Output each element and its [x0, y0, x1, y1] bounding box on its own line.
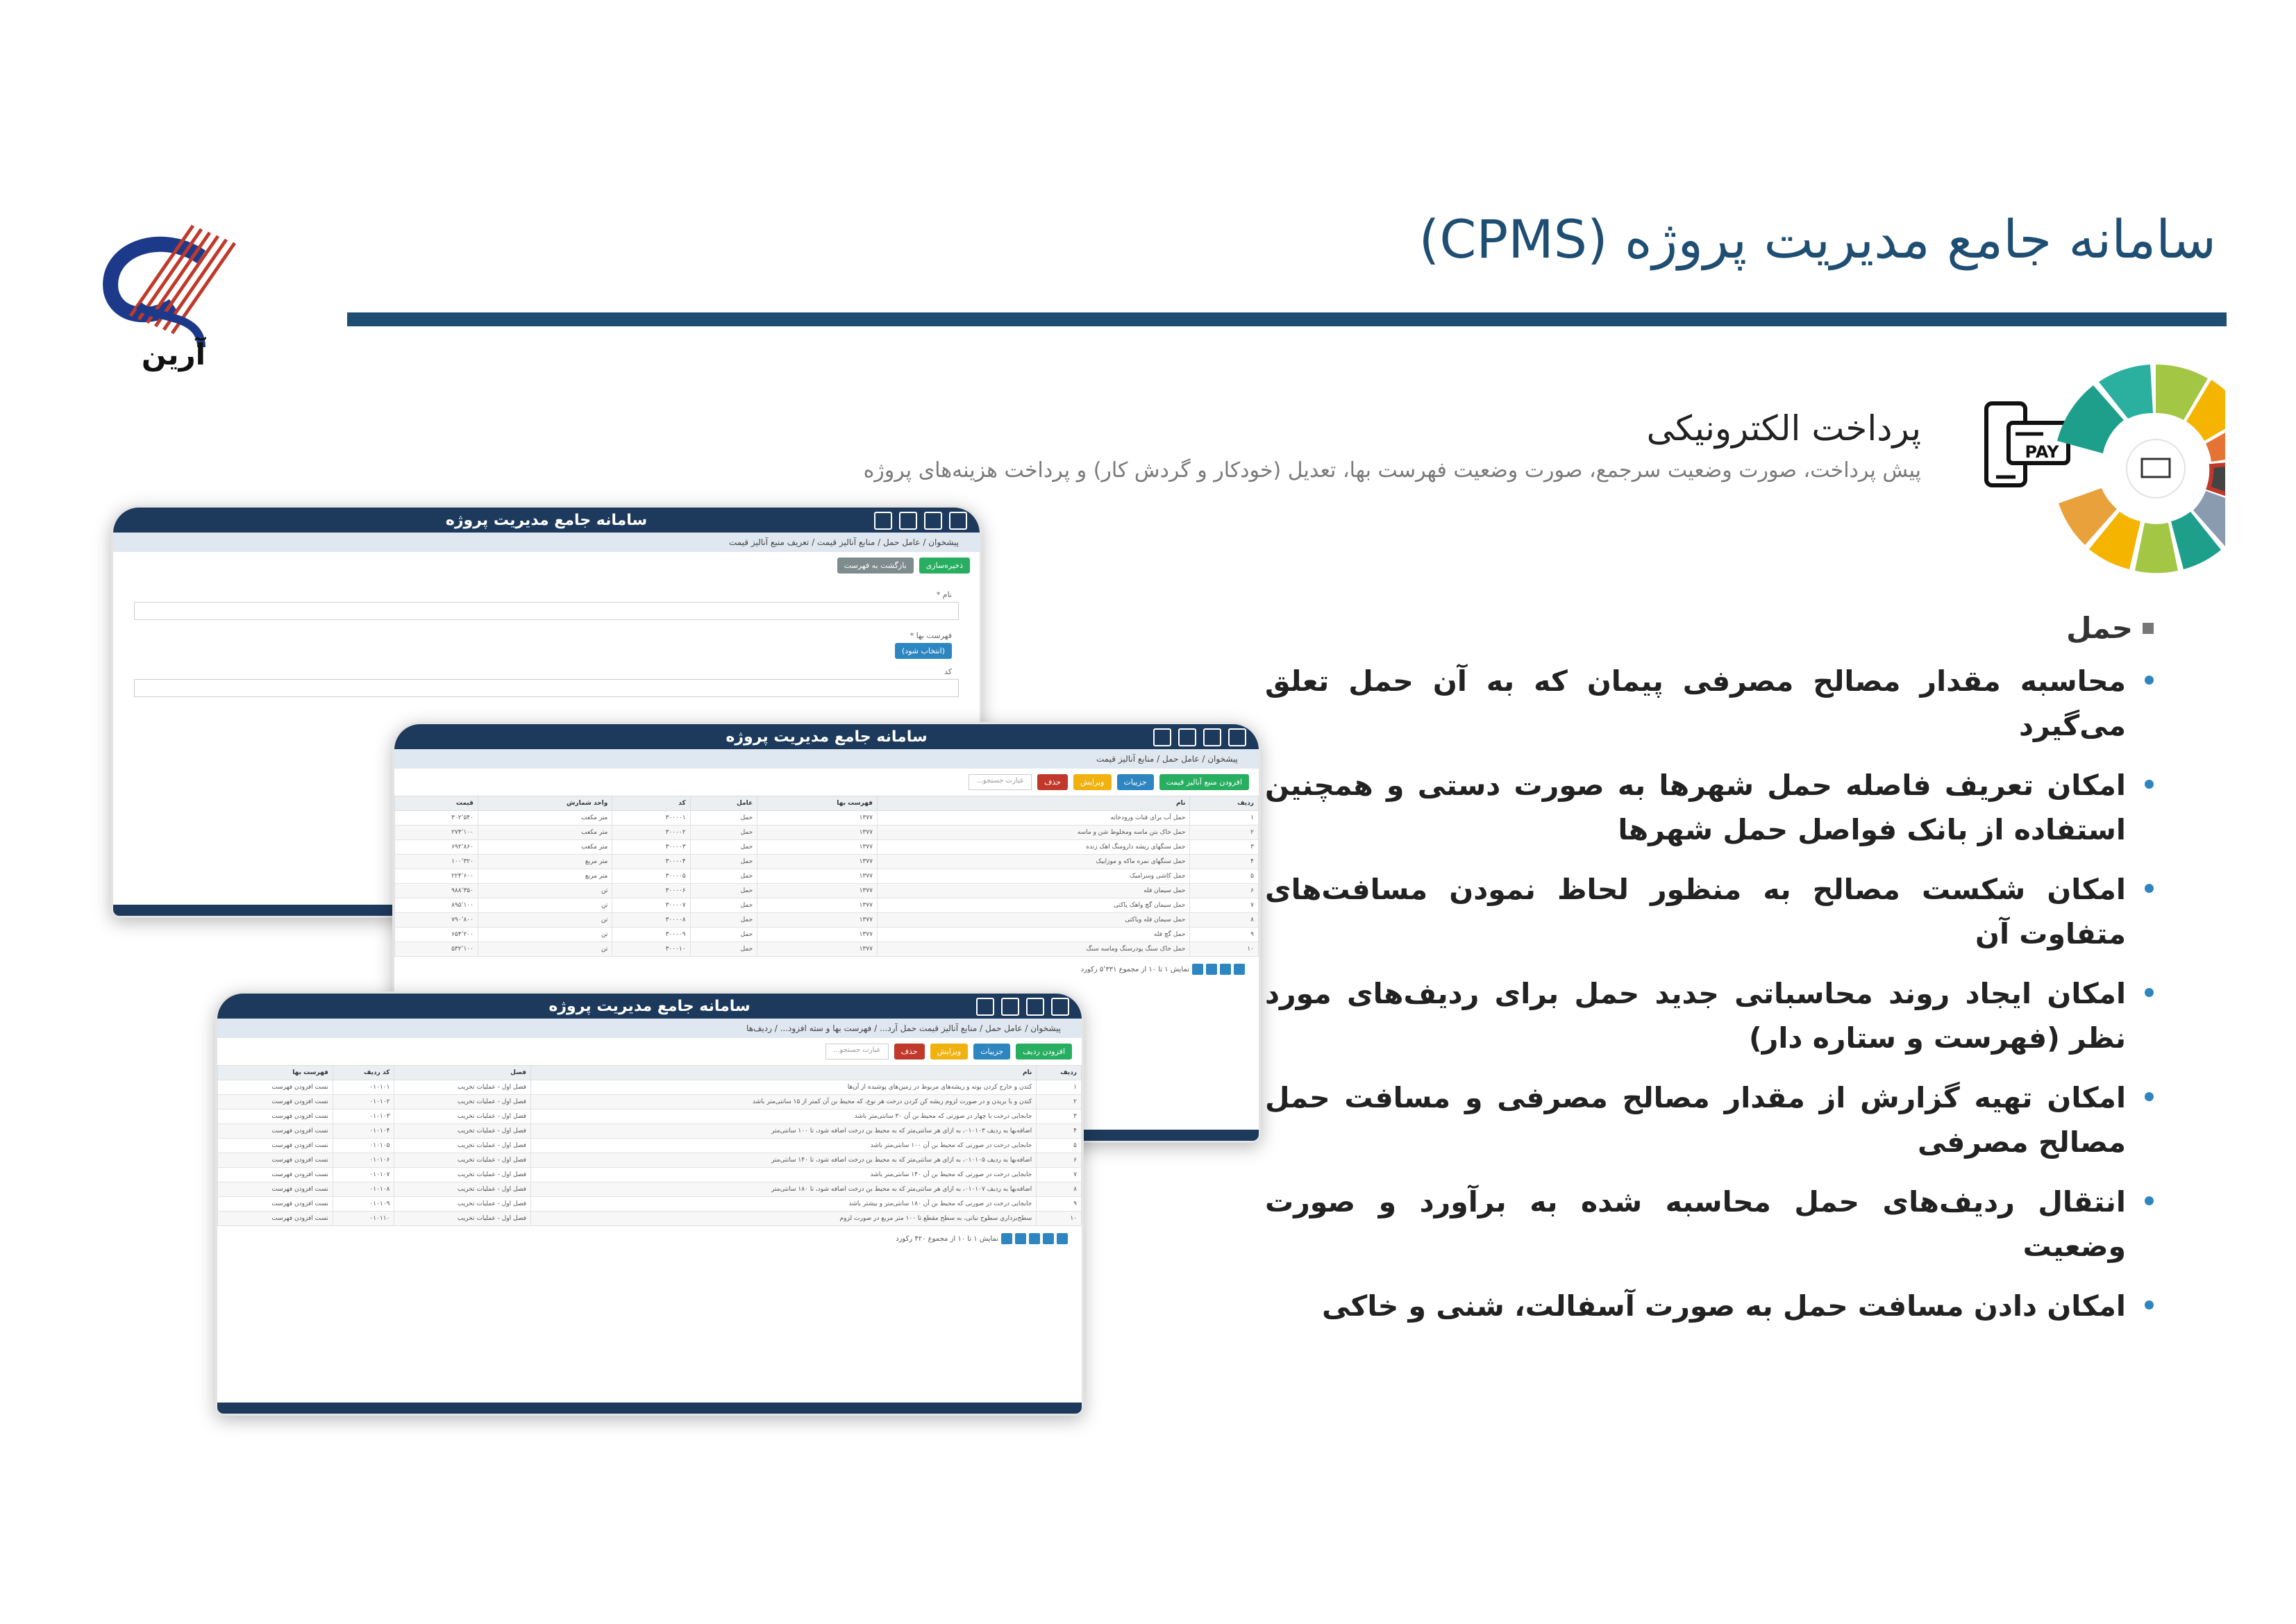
table-cell: نست افزودن فهرست: [218, 1153, 333, 1168]
table-cell: ۳۰۰۰۰۹: [612, 928, 690, 942]
search-input[interactable]: عبارت جستجو...: [969, 774, 1032, 790]
table-cell: ۷: [1037, 1168, 1082, 1182]
column-header[interactable]: ردیف: [1037, 1066, 1082, 1080]
rows-table: [217, 1065, 1082, 1226]
table-cell: ۶: [1190, 884, 1259, 898]
name-input[interactable]: [134, 602, 959, 620]
column-header[interactable]: فصل: [394, 1066, 531, 1080]
logo-text: آرین: [141, 337, 206, 371]
table-cell: جابجایی درخت در صورتی که محیط بن آن ۱۸۰ سانتی‌متر و بیشتر باشد: [530, 1197, 1036, 1212]
bullet-dot-icon: [2145, 1196, 2154, 1205]
menu-icon[interactable]: [1228, 728, 1246, 746]
app-title-bar: [217, 994, 1082, 1019]
back-to-list-button[interactable]: بازگشت به فهرست: [837, 558, 914, 574]
bullet-dot-icon: [2145, 988, 2154, 997]
table-row[interactable]: [218, 1168, 1082, 1182]
form-toolbar: [113, 552, 980, 579]
table-cell: ۱: [1037, 1080, 1082, 1095]
table-cell: متر مربع: [478, 869, 612, 884]
table-row[interactable]: [395, 884, 1259, 898]
topic-heading: [1265, 611, 2154, 645]
table-row[interactable]: [395, 855, 1259, 869]
table-cell: حمل سیمان فله ویاکتی: [877, 913, 1189, 928]
bullet-item: امکان تعریف فاصله حمل شهرها به صورت دستی و همچنین استفاده از بانک فواصل حمل شهرها: [1265, 763, 2154, 852]
table-cell: ۱۳۷۷: [757, 898, 878, 913]
table-cell: تن: [478, 913, 612, 928]
table-cell: متر مکعب: [478, 840, 612, 855]
module-wheel-icon: [2038, 351, 2225, 587]
column-header[interactable]: کد ردیف: [333, 1066, 394, 1080]
bullet-item: امکان شکست مصالح به منظور لحاظ نمودن مسافت‌های متفاوت آن: [1265, 867, 2154, 956]
table-cell: کندن و خارج کردن بوته و ریشه‌های مربوط در زمین‌های پوشیده از آن‌ها: [530, 1080, 1036, 1095]
table-cell: حمل سنگهای ریشه دارومنگ اهک زنده: [877, 840, 1189, 855]
bullet-item: امکان ایجاد روند محاسباتی جدید حمل برای ردیف‌های مورد نظر (فهرست و ستاره دار): [1265, 971, 2154, 1060]
table-cell: جابجایی درخت با چهار در صورتی که محیط بن آن ۳۰ سانتی‌متر باشد: [530, 1110, 1036, 1124]
list-toolbar: [394, 769, 1259, 796]
table-cell: ۳۰۰۰۰۷: [612, 898, 690, 913]
table-cell: ۳۰۰۰۰۵: [612, 869, 690, 884]
table-row[interactable]: [395, 840, 1259, 855]
page-button[interactable]: [1057, 1233, 1068, 1244]
table-cell: نست افزودن فهرست: [218, 1212, 333, 1226]
search-input[interactable]: عبارت جستجو...: [826, 1044, 889, 1060]
price-list-label: فهرست بها *: [910, 631, 952, 640]
company-logo: [97, 215, 250, 375]
image-icon[interactable]: [899, 512, 917, 530]
table-cell: فصل اول - عملیات تخریب: [394, 1168, 531, 1182]
table-cell: ۱۳۷۷: [757, 811, 878, 826]
bullet-item: انتقال ردیف‌های حمل محاسبه شده به برآورد و صورت وضعیت: [1265, 1180, 2154, 1269]
table-cell: ۹۸۸٬۳۵۰: [395, 884, 478, 898]
table-cell: ۱۳۷۷: [757, 869, 878, 884]
column-header[interactable]: ردیف: [1190, 796, 1259, 811]
column-header[interactable]: فهرست بها: [218, 1066, 333, 1080]
table-cell: ۳۰۰۰۰۱: [612, 811, 690, 826]
table-cell: ۲: [1190, 826, 1259, 840]
bullet-item: امکان تهیه گزارش از مقدار مصالح مصرفی و مسافت حمل مصالح مصرفی: [1265, 1075, 2154, 1164]
table-cell: فصل اول - عملیات تخریب: [394, 1182, 531, 1197]
table-cell: فصل اول - عملیات تخریب: [394, 1124, 531, 1139]
page-button[interactable]: [1001, 1233, 1012, 1244]
table-cell: تن: [478, 942, 612, 957]
delete-button[interactable]: حذف: [1037, 774, 1068, 790]
pagination: [394, 957, 1259, 982]
table-row[interactable]: [218, 1197, 1082, 1212]
table-cell: اضافه‌بها به ردیف ۰۱۰۱۰۵، به ازای هر سانتی‌متر که به محیط بن درخت اضافه شود، تا ۱۴۰ سانتی‌متر: [530, 1153, 1036, 1168]
table-cell: ۳۰۰۰۰۲: [612, 826, 690, 840]
table-cell: نست افزودن فهرست: [218, 1110, 333, 1124]
bullet-list: [1265, 659, 2154, 1328]
column-header[interactable]: واحد شمارش: [478, 796, 612, 811]
page-title: سامانه جامع مدیریت پروژه (CPMS): [1418, 208, 2216, 270]
record-count: نمایش ۱ تا ۱۰ از مجموع ۵٬۳۳۱ رکورد: [1080, 965, 1189, 973]
table-cell: ۶۹۲٬۸۶۰: [395, 840, 478, 855]
resource-table: [394, 796, 1259, 957]
app-title-bar: [113, 508, 980, 533]
table-cell: ۰۱۰۱۰۸: [333, 1182, 394, 1197]
table-cell: ۳۰۰۰۰۸: [612, 913, 690, 928]
details-button[interactable]: جزییات: [973, 1044, 1010, 1060]
bullet-item: امکان دادن مسافت حمل به صورت آسفالت، شنی و خاکی: [1265, 1284, 2154, 1328]
table-cell: ۰۱۰۱۰۶: [333, 1153, 394, 1168]
app-title: سامانه جامع مدیریت پروژه: [548, 997, 751, 1015]
table-cell: ۲: [1037, 1095, 1082, 1110]
table-cell: ۱۰: [1190, 942, 1259, 957]
table-cell: حمل خاک بتن ماسه ومخلوط شن و ماسه: [877, 826, 1189, 840]
details-button[interactable]: جزییات: [1117, 774, 1154, 790]
save-button[interactable]: ذخیره‌سازی: [919, 558, 970, 574]
table-row[interactable]: [395, 811, 1259, 826]
table-cell: حمل آب برای قنات ورودخانه: [877, 811, 1189, 826]
table-cell: حمل: [690, 884, 757, 898]
table-cell: حمل سنگهای نمره ماکه و موزاییک: [877, 855, 1189, 869]
table-cell: ۳: [1037, 1110, 1082, 1124]
table-cell: ۸: [1037, 1182, 1082, 1197]
table-cell: فصل اول - عملیات تخریب: [394, 1212, 531, 1226]
bullet-dot-icon: [2145, 676, 2154, 685]
table-cell: ۰۱۰۱۰۴: [333, 1124, 394, 1139]
table-cell: تن: [478, 884, 612, 898]
table-cell: حمل: [690, 840, 757, 855]
table-cell: تن: [478, 898, 612, 913]
page-button[interactable]: [1015, 1233, 1026, 1244]
list-toolbar: [217, 1038, 1082, 1065]
table-cell: ۱۰: [1037, 1212, 1082, 1226]
table-cell: ۷۹۰٬۸۰۰: [395, 913, 478, 928]
table-cell: ۱۳۷۷: [757, 855, 878, 869]
table-cell: ۳۰۰۰۰۳: [612, 840, 690, 855]
table-cell: ۹: [1190, 928, 1259, 942]
table-cell: ۳۰۰۰۱۰: [612, 942, 690, 957]
print-icon[interactable]: [976, 998, 994, 1016]
table-cell: ۵: [1037, 1139, 1082, 1153]
table-cell: فصل اول - عملیات تخریب: [394, 1110, 531, 1124]
breadcrumb: پیشخوان / عامل حمل / منابع آنالیز قیمت: [394, 749, 1259, 769]
table-cell: نست افزودن فهرست: [218, 1080, 333, 1095]
table-cell: متر مربع: [478, 855, 612, 869]
table-cell: فصل اول - عملیات تخریب: [394, 1139, 531, 1153]
section-title: پرداخت الکترونیکی: [1646, 408, 1921, 449]
pay-label: PAY: [2025, 442, 2059, 462]
bullet-dot-icon: [2145, 1092, 2154, 1101]
table-cell: نست افزودن فهرست: [218, 1197, 333, 1212]
table-cell: ۱: [1190, 811, 1259, 826]
column-header[interactable]: کد: [612, 796, 690, 811]
table-cell: اضافه‌بها به ردیف ۰۱۰۱۰۷، به ازای هر سانتی‌متر که به محیط بن درخت اضافه شود، تا ۱۸۰ سانتی‌متر: [530, 1182, 1036, 1197]
table-cell: جابجایی درخت در صورتی که محیط بن آن ۱۰۰ سانتی‌متر باشد: [530, 1139, 1036, 1153]
column-header[interactable]: فهرست بها: [757, 796, 878, 811]
app-screenshot-rows-list: [215, 991, 1084, 1416]
table-cell: ۳۰۲٬۵۴۰: [395, 811, 478, 826]
table-row[interactable]: [218, 1212, 1082, 1226]
table-cell: متر مکعب: [478, 826, 612, 840]
menu-icon[interactable]: [949, 512, 967, 530]
table-cell: ۱۰۰٬۳۲۰: [395, 855, 478, 869]
table-row[interactable]: [395, 913, 1259, 928]
table-cell: ۱۳۷۷: [757, 928, 878, 942]
app-title: سامانه جامع مدیریت پروژه: [726, 728, 928, 746]
table-cell: حمل سیمان گچ واهک پاکتی: [877, 898, 1189, 913]
app-title-bar: [394, 724, 1259, 749]
delete-button[interactable]: حذف: [894, 1044, 925, 1060]
table-cell: ۲۷۴٬۱۰۰: [395, 826, 478, 840]
square-bullet-icon: [2143, 623, 2154, 634]
table-row[interactable]: [218, 1080, 1082, 1095]
table-cell: ۱۳۷۷: [757, 826, 878, 840]
edit-button[interactable]: ویرایش: [1073, 774, 1112, 790]
table-cell: حمل: [690, 942, 757, 957]
table-cell: ۰۱۰۱۰۱: [333, 1080, 394, 1095]
add-row-button[interactable]: افزودن ردیف: [1016, 1044, 1072, 1060]
table-row[interactable]: [395, 869, 1259, 884]
table-cell: ۰۱۰۱۰۷: [333, 1168, 394, 1182]
table-row[interactable]: [218, 1110, 1082, 1124]
bullet-dot-icon: [2145, 884, 2154, 893]
image-icon[interactable]: [1001, 998, 1019, 1016]
page-button[interactable]: [1220, 964, 1231, 975]
table-cell: تن: [478, 928, 612, 942]
table-cell: ۶: [1037, 1153, 1082, 1168]
title-divider: [347, 312, 2227, 326]
table-row[interactable]: [218, 1139, 1082, 1153]
table-cell: فصل اول - عملیات تخریب: [394, 1197, 531, 1212]
table-row[interactable]: [218, 1095, 1082, 1110]
table-cell: ۷: [1190, 898, 1259, 913]
table-cell: ۰۱۰۱۰۳: [333, 1110, 394, 1124]
table-cell: ۱۳۷۷: [757, 942, 878, 957]
edit-button[interactable]: ویرایش: [930, 1044, 969, 1060]
column-header[interactable]: نام: [530, 1066, 1036, 1080]
table-cell: نست افزودن فهرست: [218, 1182, 333, 1197]
table-row[interactable]: [395, 942, 1259, 957]
table-cell: ۶۵۴٬۲۰۰: [395, 928, 478, 942]
breadcrumb: پیشخوان / عامل حمل / منابع آنالیز قیمت حمل آرد... / فهرست بها و سته افزود... / ردیف‌ها: [217, 1019, 1082, 1038]
page-button[interactable]: [1029, 1233, 1040, 1244]
column-header[interactable]: قیمت: [395, 796, 478, 811]
table-cell: ۱۳۷۷: [757, 913, 878, 928]
table-cell: حمل: [690, 869, 757, 884]
table-cell: حمل: [690, 855, 757, 869]
table-cell: ۵: [1190, 869, 1259, 884]
bullet-dot-icon: [2145, 780, 2154, 789]
table-cell: ۵۳۲٬۱۰۰: [395, 942, 478, 957]
table-row[interactable]: [395, 826, 1259, 840]
table-cell: ۰۱۰۱۰۵: [333, 1139, 394, 1153]
table-cell: جابجایی درخت در صورتی که محیط بن آن ۱۴۰ سانتی‌متر باشد: [530, 1168, 1036, 1182]
table-row[interactable]: [395, 898, 1259, 913]
table-cell: نست افزودن فهرست: [218, 1168, 333, 1182]
table-cell: ۱۳۷۷: [757, 884, 878, 898]
sitemap-icon[interactable]: [924, 512, 942, 530]
app-title: سامانه جامع مدیریت پروژه: [445, 511, 648, 529]
code-label: کد: [944, 667, 952, 676]
table-cell: ۰۱۰۱۰۹: [333, 1197, 394, 1212]
column-header[interactable]: عامل: [690, 796, 757, 811]
table-row[interactable]: [218, 1124, 1082, 1139]
table-cell: حمل: [690, 913, 757, 928]
page-button[interactable]: [1234, 964, 1245, 975]
image-icon[interactable]: [1178, 728, 1196, 746]
name-label: نام *: [936, 590, 952, 599]
table-row[interactable]: [218, 1182, 1082, 1197]
table-cell: حمل: [690, 928, 757, 942]
topic-label: حمل: [2066, 611, 2133, 645]
bullet-item: محاسبه مقدار مصالح مصرفی پیمان که به آن حمل تعلق می‌گیرد: [1265, 659, 2154, 748]
table-cell: حمل: [690, 826, 757, 840]
table-row[interactable]: [395, 928, 1259, 942]
table-cell: ۱۳۷۷: [757, 840, 878, 855]
table-cell: ۸۹۵٬۱۰۰: [395, 898, 478, 913]
page-button[interactable]: [1192, 964, 1203, 975]
table-cell: حمل سیمان فله: [877, 884, 1189, 898]
table-cell: حمل کاشی وسرامیک: [877, 869, 1189, 884]
print-icon[interactable]: [874, 512, 892, 530]
table-cell: نست افزودن فهرست: [218, 1124, 333, 1139]
section-subtitle: پیش پرداخت، صورت وضعیت سرجمع، صورت وضعیت فهرست بها، تعدیل (خودکار و گردش کار) و پرداخت هزینه‌های پروژه: [863, 458, 1921, 483]
table-cell: حمل: [690, 898, 757, 913]
table-cell: ۹: [1037, 1197, 1082, 1212]
table-cell: نست افزودن فهرست: [218, 1095, 333, 1110]
table-cell: ۳۰۰۰۰۴: [612, 855, 690, 869]
table-cell: ۸: [1190, 913, 1259, 928]
table-cell: ۲۲۴٬۶۰۰: [395, 869, 478, 884]
table-cell: اضافه‌بها به ردیف ۰۱۰۱۰۳، به ازای هر سانتی‌متر که به محیط بن درخت اضافه شود، تا ۱۰۰ سانتی‌متر: [530, 1124, 1036, 1139]
table-cell: کندن و یا بریدن و در صورت لزوم ریشه کن کردن درخت هر نوع، که محیط بن آن کمتر از ۱۵ سانتی‌متر باشد: [530, 1095, 1036, 1110]
table-cell: حمل گچ فله: [877, 928, 1189, 942]
sitemap-icon[interactable]: [1026, 998, 1044, 1016]
table-cell: سطح‌برداری سطوح نباتی، به سطح مقطع تا ۱۰۰ متر مربع در صورت لزوم: [530, 1212, 1036, 1226]
table-cell: ۰۱۰۱۱۰: [333, 1212, 394, 1226]
table-row[interactable]: [218, 1153, 1082, 1168]
add-resource-button[interactable]: افزودن منبع آنالیز قیمت: [1159, 774, 1250, 790]
table-cell: فصل اول - عملیات تخریب: [394, 1080, 531, 1095]
bullet-dot-icon: [2145, 1300, 2154, 1309]
table-cell: فصل اول - عملیات تخریب: [394, 1153, 531, 1168]
print-icon[interactable]: [1153, 728, 1171, 746]
record-count: نمایش ۱ تا ۱۰ از مجموع ۴۲۰ رکورد: [896, 1234, 998, 1243]
table-cell: نست افزودن فهرست: [218, 1139, 333, 1153]
table-cell: فصل اول - عملیات تخریب: [394, 1095, 531, 1110]
table-cell: ۳۰۰۰۰۶: [612, 884, 690, 898]
sitemap-icon[interactable]: [1203, 728, 1221, 746]
table-cell: ۰۱۰۱۰۲: [333, 1095, 394, 1110]
table-cell: متر مکعب: [478, 811, 612, 826]
breadcrumb: پیشخوان / عامل حمل / منابع آنالیز قیمت / تعریف منبع آنالیز قیمت: [113, 533, 980, 552]
table-cell: ۳: [1190, 840, 1259, 855]
table-cell: حمل خاک سنگ پودرسنگ وماسه سنگ: [877, 942, 1189, 957]
select-price-list-button[interactable]: (انتخاب شود): [895, 643, 952, 659]
table-cell: ۴: [1190, 855, 1259, 869]
menu-icon[interactable]: [1051, 998, 1069, 1016]
table-cell: ۴: [1037, 1124, 1082, 1139]
code-input[interactable]: [134, 679, 959, 697]
column-header[interactable]: نام: [877, 796, 1189, 811]
pagination: [217, 1226, 1082, 1251]
page-button[interactable]: [1043, 1233, 1054, 1244]
feature-list: [1265, 611, 2154, 1343]
table-cell: حمل: [690, 811, 757, 826]
page-button[interactable]: [1206, 964, 1217, 975]
